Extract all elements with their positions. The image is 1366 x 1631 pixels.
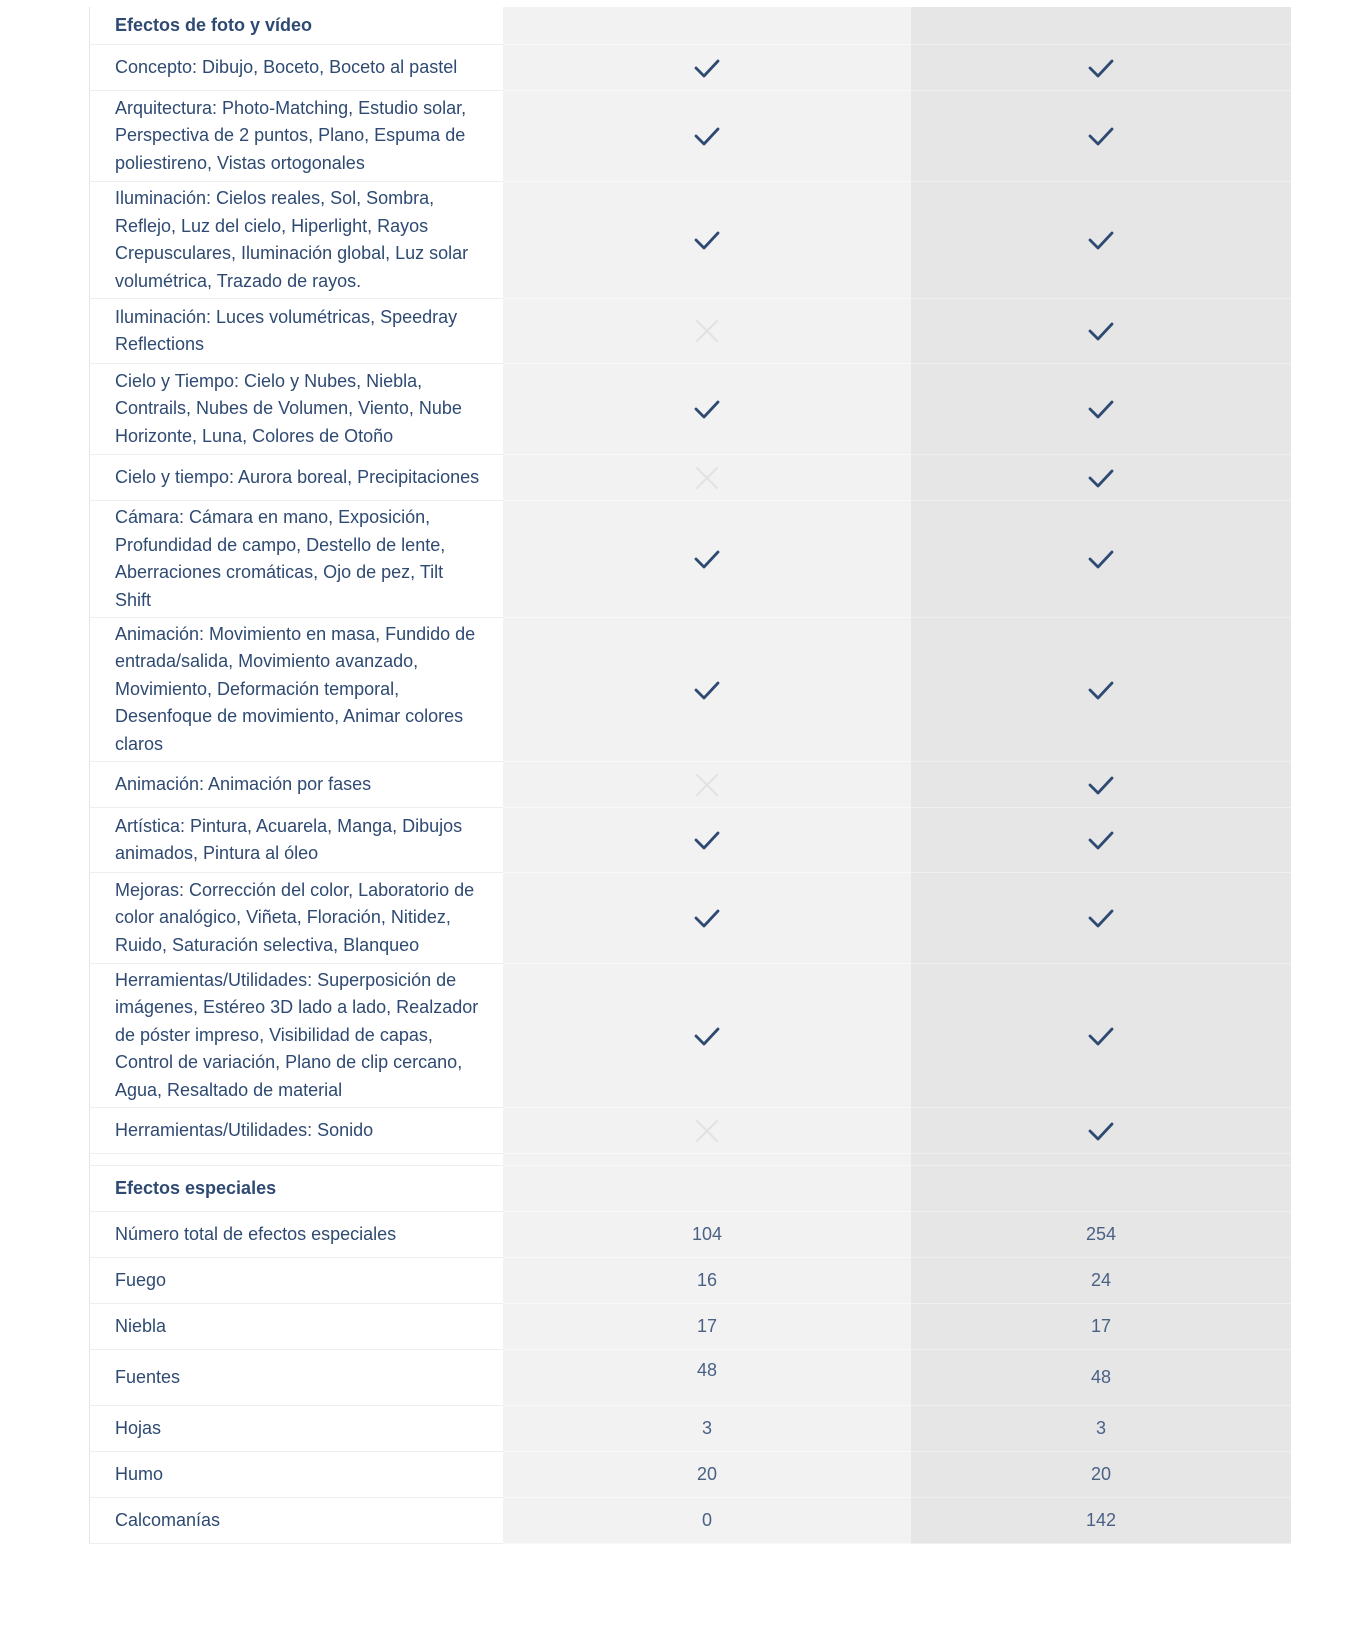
spacer-cell xyxy=(911,1154,1291,1166)
check-icon xyxy=(1087,904,1115,932)
row-label: Fuego xyxy=(89,1258,503,1304)
section-header xyxy=(89,7,1291,45)
row-label: Iluminación: Cielos reales, Sol, Sombra, Reflejo, Luz del cielo, Hiperlight, Rayos Crepusculares, Iluminación global, Luz solar volumétrica, Trazado de rayos. xyxy=(89,182,503,299)
col-a-cell xyxy=(503,455,911,501)
col-a-cell xyxy=(503,1108,911,1154)
col-b-value: 48 xyxy=(911,1350,1291,1406)
col-b-cell xyxy=(911,91,1291,182)
col-b-cell xyxy=(911,45,1291,91)
col-a-value: 20 xyxy=(503,1452,911,1498)
section-title: Efectos especiales xyxy=(89,1166,503,1212)
section-spacer xyxy=(89,1154,1291,1166)
check-icon xyxy=(1087,771,1115,799)
row-label: Artística: Pintura, Acuarela, Manga, Dibujos animados, Pintura al óleo xyxy=(89,808,503,873)
col-b-cell xyxy=(911,618,1291,762)
col-b-value: 24 xyxy=(911,1258,1291,1304)
check-icon xyxy=(1087,226,1115,254)
col-b-cell xyxy=(911,299,1291,364)
col-a-cell xyxy=(503,299,911,364)
table-row xyxy=(89,182,1291,299)
check-icon xyxy=(1087,395,1115,423)
cross-icon xyxy=(693,1117,721,1145)
check-icon xyxy=(693,1022,721,1050)
check-icon xyxy=(693,395,721,423)
table-row xyxy=(89,364,1291,455)
table-row xyxy=(89,762,1291,808)
check-icon xyxy=(1087,122,1115,150)
cross-icon xyxy=(693,464,721,492)
table-row xyxy=(89,618,1291,762)
col-a-value: 104 xyxy=(503,1212,911,1258)
col-a-cell xyxy=(503,501,911,618)
col-a-cell xyxy=(503,873,911,964)
table-row xyxy=(89,1108,1291,1154)
check-icon xyxy=(1087,676,1115,704)
col-b-cell xyxy=(911,964,1291,1108)
col-a-cell xyxy=(503,364,911,455)
col-b-cell xyxy=(911,501,1291,618)
col-a-value: 0 xyxy=(503,1498,911,1544)
table-row xyxy=(89,1304,1291,1350)
check-icon xyxy=(693,545,721,573)
row-label: Calcomanías xyxy=(89,1498,503,1544)
cross-icon xyxy=(693,771,721,799)
col-a-cell xyxy=(503,964,911,1108)
col-a-value: 17 xyxy=(503,1304,911,1350)
col-a-cell xyxy=(503,1166,911,1212)
col-b-cell xyxy=(911,7,1291,45)
row-label: Mejoras: Corrección del color, Laboratorio de color analógico, Viñeta, Floración, Nitidez, Ruido, Saturación selectiva, Blanqueo xyxy=(89,873,503,964)
check-icon xyxy=(1087,826,1115,854)
section-title: Efectos de foto y vídeo xyxy=(89,7,503,45)
col-a-cell xyxy=(503,45,911,91)
col-b-value: 20 xyxy=(911,1452,1291,1498)
row-label: Animación: Animación por fases xyxy=(89,762,503,808)
row-label: Concepto: Dibujo, Boceto, Boceto al pastel xyxy=(89,45,503,91)
table-row xyxy=(89,1452,1291,1498)
col-a-cell xyxy=(503,618,911,762)
row-label: Número total de efectos especiales xyxy=(89,1212,503,1258)
section-header xyxy=(89,1166,1291,1212)
spacer-cell xyxy=(503,1154,911,1166)
table-row xyxy=(89,501,1291,618)
table-row xyxy=(89,1212,1291,1258)
table-row xyxy=(89,873,1291,964)
col-a-cell xyxy=(503,808,911,873)
col-a-cell xyxy=(503,7,911,45)
row-label: Cámara: Cámara en mano, Exposición, Profundidad de campo, Destello de lente, Aberraciones cromáticas, Ojo de pez, Tilt Shift xyxy=(89,501,503,618)
row-label: Hojas xyxy=(89,1406,503,1452)
check-icon xyxy=(1087,54,1115,82)
check-icon xyxy=(693,904,721,932)
col-b-cell xyxy=(911,808,1291,873)
col-b-value: 17 xyxy=(911,1304,1291,1350)
col-b-cell xyxy=(911,762,1291,808)
row-label: Iluminación: Luces volumétricas, Speedray Reflections xyxy=(89,299,503,364)
row-label: Herramientas/Utilidades: Sonido xyxy=(89,1108,503,1154)
row-label: Cielo y tiempo: Aurora boreal, Precipitaciones xyxy=(89,455,503,501)
col-a-value: 16 xyxy=(503,1258,911,1304)
check-icon xyxy=(1087,1117,1115,1145)
col-b-cell xyxy=(911,1166,1291,1212)
table-row xyxy=(89,808,1291,873)
col-a-cell xyxy=(503,91,911,182)
cross-icon xyxy=(693,317,721,345)
table-row xyxy=(89,45,1291,91)
comparison-table xyxy=(89,7,1291,1544)
table-row xyxy=(89,964,1291,1108)
col-a-cell xyxy=(503,762,911,808)
table-row xyxy=(89,91,1291,182)
row-label: Fuentes xyxy=(89,1350,503,1406)
check-icon xyxy=(693,54,721,82)
check-icon xyxy=(1087,1022,1115,1050)
row-label: Humo xyxy=(89,1452,503,1498)
col-b-value: 3 xyxy=(911,1406,1291,1452)
table-row xyxy=(89,1498,1291,1544)
table-row xyxy=(89,1406,1291,1452)
table-row xyxy=(89,1258,1291,1304)
col-b-value: 254 xyxy=(911,1212,1291,1258)
col-b-cell xyxy=(911,455,1291,501)
check-icon xyxy=(693,826,721,854)
check-icon xyxy=(1087,464,1115,492)
spacer-cell xyxy=(89,1154,503,1166)
col-b-cell xyxy=(911,1108,1291,1154)
row-label: Arquitectura: Photo-Matching, Estudio solar, Perspectiva de 2 puntos, Plano, Espuma de poliestireno, Vistas ortogonales xyxy=(89,91,503,182)
col-a-value: 3 xyxy=(503,1406,911,1452)
row-label: Cielo y Tiempo: Cielo y Nubes, Niebla, Contrails, Nubes de Volumen, Viento, Nube Horizonte, Luna, Colores de Otoño xyxy=(89,364,503,455)
row-label: Herramientas/Utilidades: Superposición de imágenes, Estéreo 3D lado a lado, Realzador de póster impreso, Visibilidad de capas, Control de variación, Plano de clip cercano, Agua, Resaltado de material xyxy=(89,964,503,1108)
row-label: Animación: Movimiento en masa, Fundido de entrada/salida, Movimiento avanzado, Movimiento, Deformación temporal, Desenfoque de movimiento, Animar colores claros xyxy=(89,618,503,762)
check-icon xyxy=(1087,317,1115,345)
check-icon xyxy=(693,226,721,254)
table-row xyxy=(89,299,1291,364)
check-icon xyxy=(1087,545,1115,573)
check-icon xyxy=(693,122,721,150)
check-icon xyxy=(693,676,721,704)
col-a-cell xyxy=(503,182,911,299)
col-b-value: 142 xyxy=(911,1498,1291,1544)
row-label: Niebla xyxy=(89,1304,503,1350)
col-b-cell xyxy=(911,182,1291,299)
col-a-value: 48 xyxy=(503,1350,911,1406)
table-row xyxy=(89,1350,1291,1406)
col-b-cell xyxy=(911,873,1291,964)
col-b-cell xyxy=(911,364,1291,455)
table-row xyxy=(89,455,1291,501)
